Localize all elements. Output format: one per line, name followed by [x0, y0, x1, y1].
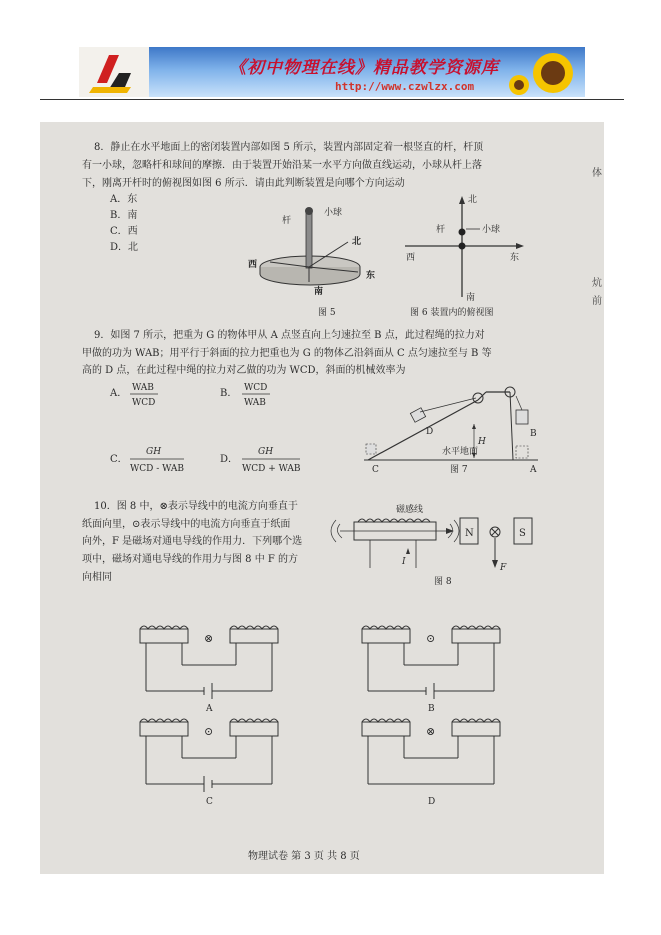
fig7-label-b: B	[530, 429, 537, 439]
page-footer: 物理试卷 第 3 页 共 8 页	[248, 851, 360, 862]
sunflower-icon	[495, 47, 585, 97]
q9-options	[102, 380, 362, 490]
q8-option-d: D．北	[110, 242, 139, 253]
q9-line: 甲做的功为 WAB；用平行于斜面的拉力把重也为 G 的物体乙沿斜面从 C 点匀速拉至与 B 等	[82, 348, 492, 359]
fig6-south-label: 南	[466, 293, 476, 303]
q9-option-c-denominator: WCD - WAB	[130, 464, 185, 474]
q10-line: 项中，磁场对通电导线的作用力与图 8 中 F 的方	[82, 554, 299, 565]
fig5-ball-label: 小球	[324, 208, 343, 218]
fig5-south-label: 南	[314, 287, 324, 297]
fig6-rod-label: 杆	[436, 225, 446, 235]
fig8-field-lines-label: 磁感线	[396, 505, 424, 515]
q10-line: 纸面向里，⊙表示导线中的电流方向垂直于纸面	[82, 519, 291, 530]
exam-sheet	[40, 122, 604, 874]
fig7-label-a: A	[530, 465, 537, 475]
fig8-caption: 图 8	[434, 577, 452, 587]
q8-option-a: A．东	[110, 194, 138, 205]
q8-line: 下，刚离开杆时的俯视图如图 6 所示．请由此判断装置是向哪个方向运动	[82, 178, 405, 189]
fig6-east-label: 东	[510, 253, 520, 263]
figure-6	[400, 192, 550, 317]
fig8-current-label: I	[402, 557, 406, 567]
figure-5	[240, 202, 390, 317]
circuit-option-a	[140, 625, 290, 715]
fig7-caption: 图 7	[450, 465, 468, 475]
q9-option-d-numerator: GH	[258, 447, 274, 457]
circuit-option-b	[362, 625, 512, 715]
side-char: 体	[592, 168, 602, 179]
banner-url[interactable]: http://www.czwlzx.com	[335, 80, 475, 93]
q9-option-b: B．	[220, 388, 238, 399]
q8-line: 8．静止在水平地面上的密闭装置内部如图 5 所示，装置内部固定着一根竖直的杆，杆顶	[94, 142, 484, 153]
q9-option-c-numerator: GH	[146, 447, 162, 457]
q8-line: 有一小球，忽略杆和球间的摩擦．由于装置开始沿某一水平方向做直线运动，小球从杆上落	[82, 160, 482, 171]
fig8-s-label: S	[519, 528, 526, 539]
fig6-north-label: 北	[468, 195, 478, 205]
figure-8	[340, 498, 550, 593]
q9-option-d-denominator: WCD + WAB	[242, 464, 301, 474]
fig7-label-c: C	[372, 465, 379, 475]
q8-option-b: B．南	[110, 210, 138, 221]
fig5-rod-label: 杆	[282, 216, 292, 226]
wire-symbol: ⊙	[204, 725, 214, 738]
logo-icon	[79, 47, 149, 97]
circuit-option-c	[140, 718, 290, 808]
q9-option-a-denominator: WCD	[132, 398, 156, 408]
circuit-label: B	[428, 704, 435, 714]
q10-line: 10．图 8 中，⊗表示导线中的电流方向垂直于	[94, 501, 298, 512]
q9-option-b-numerator: WCD	[244, 383, 268, 393]
circuit-label: D	[428, 797, 436, 807]
header-rule	[40, 99, 624, 100]
wire-symbol: ⊙	[426, 632, 436, 645]
q8-option-c: C．西	[110, 226, 138, 237]
fig6-west-label: 西	[406, 253, 416, 263]
fig5-north-label: 北	[352, 237, 362, 247]
header-banner	[79, 47, 585, 97]
figure-7	[358, 374, 543, 474]
q10-line: 向相同	[82, 572, 112, 583]
banner-title: 《初中物理在线》精品教学资源库	[229, 58, 499, 78]
fig8-n-label: N	[465, 528, 474, 539]
fig7-label-h: H	[478, 437, 486, 447]
q10-line: 向外，F 是磁场对通电导线的作用力．下列哪个选	[82, 536, 303, 547]
fig6-ball-label: 小球	[482, 225, 501, 235]
side-char: 炕	[592, 278, 602, 289]
q9-line: 9．如图 7 所示，把重为 G 的物体甲从 A 点竖直向上匀速拉至 B 点，此过程绳的拉力对	[94, 330, 485, 341]
fig5-east-label: 东	[366, 271, 376, 281]
q9-option-d: D．	[220, 454, 239, 465]
circuit-label: C	[206, 797, 213, 807]
wire-symbol: ⊗	[426, 725, 436, 738]
fig8-force-label: F	[500, 563, 507, 573]
circuit-option-d	[362, 718, 512, 808]
fig5-caption: 图 5	[318, 308, 336, 318]
q9-option-c: C．	[110, 454, 128, 465]
wire-symbol: ⊗	[204, 632, 214, 645]
fig7-label-d: D	[426, 427, 434, 437]
fig5-west-label: 西	[248, 260, 258, 270]
side-char: 前	[592, 296, 602, 307]
q9-option-b-denominator: WAB	[244, 398, 266, 408]
fig7-ground-label: 水平地面	[442, 447, 479, 457]
q9-option-a-numerator: WAB	[132, 383, 154, 393]
q9-line: 高的 D 点，在此过程中绳的拉力对乙做的功为 WCD，斜面的机械效率为	[82, 365, 406, 376]
circuit-label: A	[206, 704, 213, 714]
q9-option-a: A．	[110, 388, 128, 399]
fig6-caption: 图 6 装置内的俯视图	[410, 308, 494, 318]
